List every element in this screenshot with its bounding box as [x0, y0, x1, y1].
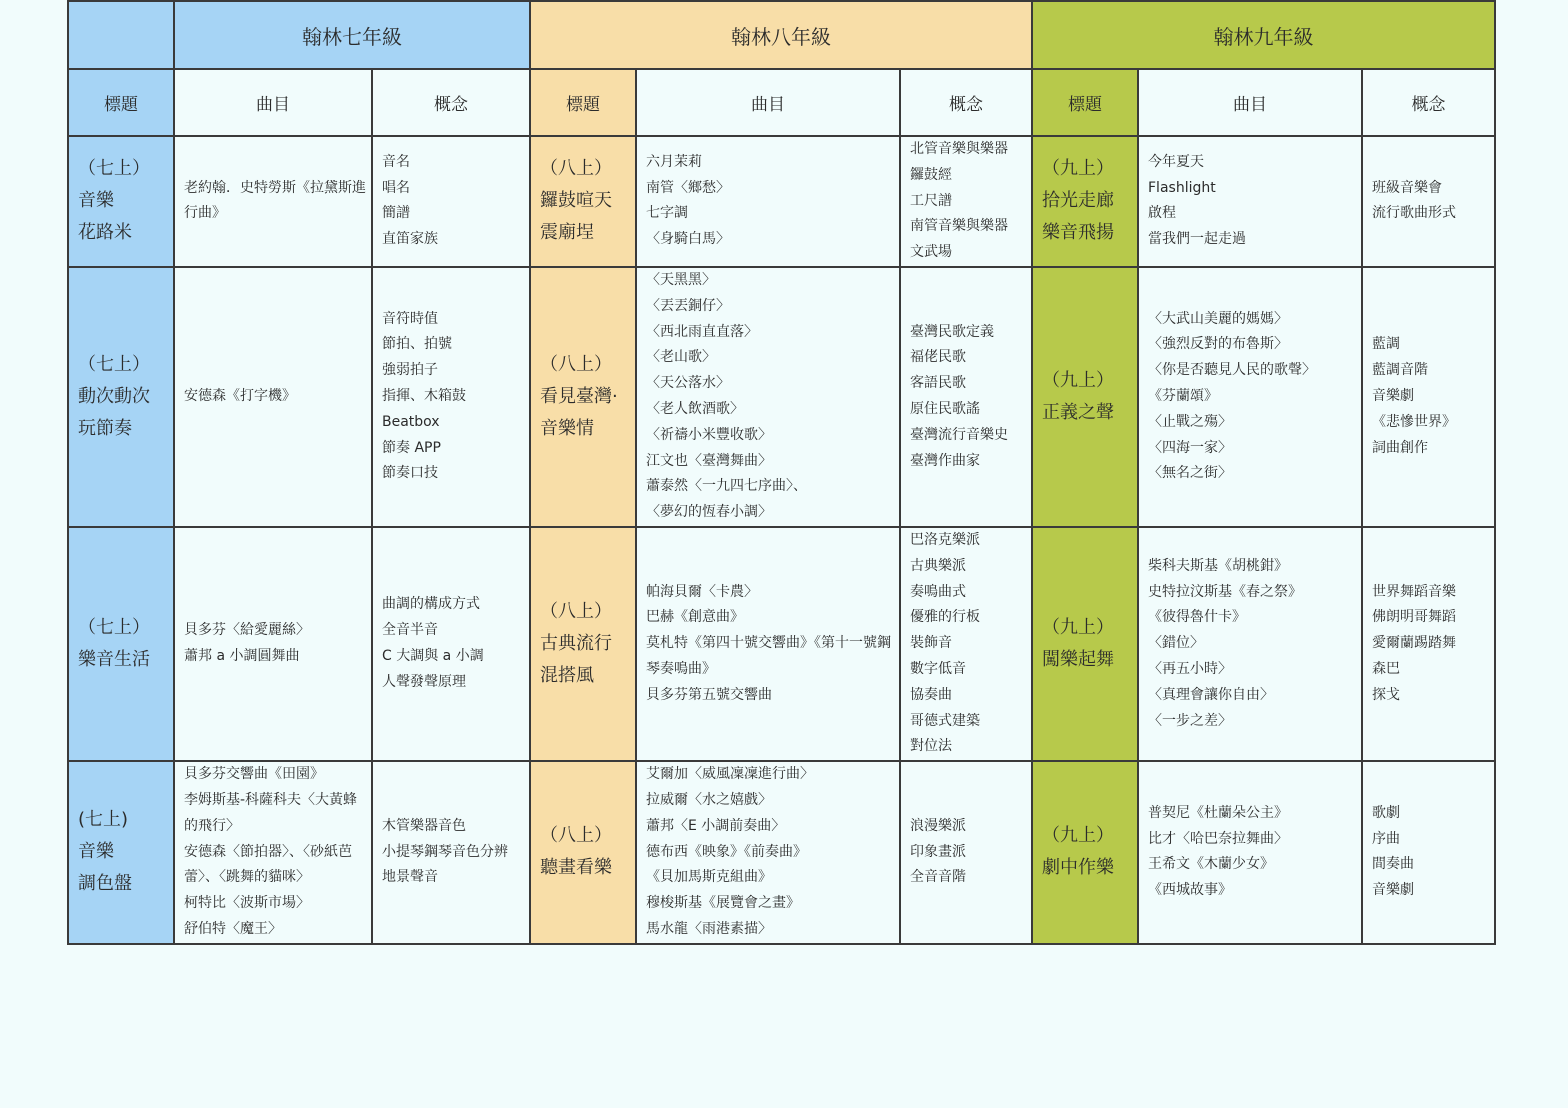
g8-concepts-cell [900, 267, 1032, 527]
list-item: 節奏口技 [382, 465, 438, 482]
g8-unit-title [530, 761, 636, 944]
grade-7-header: 翰林七年級 [174, 1, 530, 69]
list-item: 〈再五小時〉 [1148, 660, 1232, 677]
grade-9-header: 翰林九年級 [1032, 1, 1495, 69]
g8-concepts-header: 概念 [900, 69, 1032, 136]
list-item: 唱名 [382, 179, 410, 196]
unit-title-line: 古典流行 [540, 633, 612, 655]
list-item: 《悲慘世界》 [1372, 413, 1456, 430]
g9-pieces-header: 曲目 [1138, 69, 1362, 136]
list-item: 《西城故事》 [1148, 882, 1232, 899]
list-item: Beatbox [382, 413, 440, 430]
list-item: 全音半音 [382, 622, 438, 639]
list-item: 探戈 [1372, 686, 1400, 703]
unit-title-line: （八上） [540, 601, 612, 623]
list-item: 王希文《木蘭少女》 [1148, 856, 1274, 873]
unit-title-line: （八上） [540, 825, 612, 847]
g7-unit-title [68, 527, 174, 761]
g9-unit-title [1032, 761, 1138, 944]
list-item: 啟程 [1148, 205, 1176, 222]
list-item: 普契尼《杜蘭朵公主》 [1148, 804, 1288, 821]
list-item: 鑼鼓經 [910, 166, 952, 183]
g7-unit-title [68, 761, 174, 944]
unit-title-line: 樂音生活 [78, 649, 150, 671]
g8-pieces-cell [636, 527, 900, 761]
list-item: 愛爾蘭踢踏舞 [1372, 635, 1456, 652]
list-item: 當我們一起走過 [1148, 231, 1246, 248]
g9-pieces-cell [1138, 267, 1362, 527]
list-item: 〈錯位〉 [1148, 635, 1204, 652]
list-item: 小提琴鋼琴音色分辨 [382, 843, 508, 860]
list-item: 北管音樂與樂器 [910, 141, 1008, 157]
g8-unit-title [530, 267, 636, 527]
list-item: 藍調音階 [1372, 362, 1428, 379]
list-item: 南管〈鄉愁〉 [646, 179, 730, 196]
g8-unit-title [530, 136, 636, 267]
list-item: 安德森《打字機》 [184, 388, 296, 405]
list-item: 臺灣作曲家 [910, 452, 980, 469]
g7-pieces-cell [174, 136, 372, 267]
list-item: 佛朗明哥舞蹈 [1372, 609, 1456, 626]
list-item: 指揮、木箱鼓 [382, 388, 466, 405]
list-item: 地景聲音 [382, 869, 438, 886]
list-item: 優雅的行板 [910, 609, 980, 626]
unit-title-line: 震廟埕 [540, 222, 594, 244]
list-item: 〈天公落水〉 [646, 375, 730, 392]
g9-unit-title [1032, 136, 1138, 267]
list-item: 《彼得魯什卡》 [1148, 609, 1246, 626]
g7-unit-title [68, 136, 174, 267]
g8-pieces-cell [636, 761, 900, 944]
list-item: 帕海貝爾〈卡農〉 [646, 583, 758, 600]
list-item: 古典樂派 [910, 557, 966, 574]
list-item: 蕭泰然〈一九四七序曲〉、 [646, 478, 807, 495]
list-item: 節拍、拍號 [382, 336, 452, 353]
grade-header-row [68, 1, 1495, 69]
list-item: 六月茉莉 [646, 153, 702, 170]
list-item: 巴洛克樂派 [910, 531, 980, 548]
list-item: 世界舞蹈音樂 [1372, 583, 1456, 600]
g8-pieces-cell [636, 267, 900, 527]
unit-row [68, 761, 1495, 944]
list-item: 〈真理會讓你自由〉 [1148, 686, 1274, 703]
list-item: 貝多芬〈給愛麗絲〉 [184, 622, 310, 639]
list-item: 舒伯特〈魔王〉 [184, 920, 282, 937]
g7-pieces-cell [174, 761, 372, 944]
list-item: 對位法 [910, 738, 952, 755]
g9-title-header: 標題 [1032, 69, 1138, 136]
list-item: 〈止戰之殤〉 [1148, 413, 1232, 430]
unit-title-line: 動次動次 [78, 385, 150, 407]
g7-pieces-cell [174, 527, 372, 761]
list-item: 蕭邦 a 小調圓舞曲 [184, 648, 300, 665]
g8-concepts-cell [900, 527, 1032, 761]
unit-title-line: (七上) [78, 809, 129, 831]
column-header-row [68, 69, 1495, 136]
list-item: 班級音樂會 [1372, 179, 1442, 196]
unit-title-line: （九上） [1042, 617, 1114, 639]
list-item: 李姆斯基-科薩科夫〈大黃蜂的飛行〉 [184, 791, 358, 834]
g9-pieces-cell [1138, 136, 1362, 267]
g7-concepts-header: 概念 [372, 69, 530, 136]
list-item: 南管音樂與樂器 [910, 218, 1008, 235]
list-item: 〈西北雨直直落〉 [646, 323, 758, 340]
list-item: 《貝加馬斯克組曲》 [646, 869, 772, 886]
g9-unit-title [1032, 527, 1138, 761]
list-item: 貝多芬第五號交響曲 [646, 686, 772, 703]
list-item: 數字低音 [910, 660, 966, 677]
list-item: 流行歌曲形式 [1372, 205, 1456, 222]
list-item: 裝飾音 [910, 635, 952, 652]
g9-pieces-cell [1138, 761, 1362, 944]
list-item: 曲調的構成方式 [382, 596, 480, 613]
list-item: 〈祈禱小米豐收歌〉 [646, 426, 772, 443]
list-item: 音樂劇 [1372, 882, 1414, 899]
list-item: 〈你是否聽見人民的歌聲〉 [1148, 362, 1316, 379]
unit-title-line: （八上） [540, 158, 612, 180]
unit-row [68, 527, 1495, 761]
list-item: 江文也〈臺灣舞曲〉 [646, 452, 772, 469]
list-item: 福佬民歌 [910, 349, 966, 366]
list-item: Flashlight [1148, 179, 1216, 196]
list-item: 哥德式建築 [910, 712, 980, 729]
list-item: 〈大武山美麗的媽媽〉 [1148, 310, 1288, 327]
grade-8-header: 翰林八年級 [530, 1, 1032, 69]
list-item: 莫札特《第四十號交響曲》《第十一號鋼琴奏鳴曲》 [646, 635, 891, 677]
list-item: 音符時值 [382, 310, 438, 327]
list-item: 浪漫樂派 [910, 817, 966, 834]
unit-title-line: （七上） [78, 617, 150, 639]
unit-title-line: （九上） [1042, 158, 1114, 180]
list-item: 德布西《映象》《前奏曲》 [646, 843, 807, 860]
g7-title-header: 標題 [68, 69, 174, 136]
list-item: 藍調 [1372, 336, 1400, 353]
list-item: 簡譜 [382, 205, 410, 222]
list-item: 七字調 [646, 205, 688, 222]
list-item: 〈四海一家〉 [1148, 439, 1232, 456]
list-item: 〈老人飲酒歌〉 [646, 400, 744, 417]
list-item: 強弱拍子 [382, 362, 438, 379]
g7-unit-title [68, 267, 174, 527]
list-item: 原住民歌謠 [910, 400, 980, 417]
g7-pieces-cell [174, 267, 372, 527]
unit-rows [68, 136, 1495, 944]
list-item: 印象畫派 [910, 843, 966, 860]
unit-title-line: 混搭風 [540, 665, 594, 687]
g8-pieces-cell [636, 136, 900, 267]
list-item: 歌劇 [1372, 804, 1400, 821]
list-item: 〈強烈反對的布魯斯〉 [1148, 336, 1288, 353]
unit-title-line: 樂音飛揚 [1042, 222, 1114, 244]
unit-title-line: （七上） [78, 353, 150, 375]
g9-concepts-cell [1362, 136, 1495, 267]
list-item: 艾爾加〈威風凜凜進行曲〉 [646, 766, 814, 783]
list-item: 臺灣流行音樂史 [910, 426, 1008, 443]
g7-concepts-cell [372, 136, 530, 267]
list-item: 巴赫《創意曲》 [646, 609, 744, 626]
g9-concepts-header: 概念 [1362, 69, 1495, 136]
g9-concepts-cell [1362, 761, 1495, 944]
g7-concepts-cell [372, 761, 530, 944]
unit-title-line: 拾光走廊 [1042, 190, 1114, 212]
unit-title-line: 鑼鼓喧天 [540, 190, 612, 212]
unit-row [68, 267, 1495, 527]
unit-title-line: 玩節奏 [78, 417, 132, 439]
list-item: 〈天黑黑〉 [646, 271, 716, 288]
list-item: 馬水龍〈雨港素描〉 [646, 920, 772, 937]
list-item: 拉威爾〈水之嬉戲〉 [646, 791, 772, 808]
list-item: 比才〈哈巴奈拉舞曲〉 [1148, 830, 1288, 847]
list-item: 《芬蘭頌》 [1148, 388, 1218, 405]
list-item: 直笛家族 [382, 231, 438, 248]
list-item: 柯特比〈波斯市場〉 [184, 895, 310, 912]
list-item: 〈丟丟銅仔〉 [646, 297, 730, 314]
g9-unit-title [1032, 267, 1138, 527]
unit-title-line: （七上） [78, 158, 150, 180]
unit-title-line: 劇中作樂 [1042, 857, 1114, 879]
list-item: 客語民歌 [910, 375, 966, 392]
list-item: 音名 [382, 153, 410, 170]
list-item: 〈無名之街〉 [1148, 465, 1232, 482]
list-item: 詞曲創作 [1372, 439, 1428, 456]
unit-title-line: 調色盤 [78, 873, 132, 895]
unit-title-line: （九上） [1042, 825, 1114, 847]
g8-pieces-header: 曲目 [636, 69, 900, 136]
unit-title-line: 看見臺灣· [540, 385, 618, 407]
list-item: 木管樂器音色 [382, 817, 466, 834]
list-item: 文武場 [910, 244, 952, 261]
unit-title-line: 音樂情 [540, 417, 594, 439]
list-item: 老約翰．史特勞斯《拉黛斯進行曲》 [184, 179, 366, 222]
list-item: 〈夢幻的恆春小調〉 [646, 504, 772, 521]
unit-title-line: （八上） [540, 353, 612, 375]
list-item: 間奏曲 [1372, 856, 1414, 873]
unit-title-line: 闖樂起舞 [1042, 649, 1114, 671]
list-item: 節奏 APP [382, 439, 441, 456]
list-item: 史特拉汶斯基《春之祭》 [1148, 583, 1302, 600]
g8-concepts-cell [900, 761, 1032, 944]
g7-pieces-header: 曲目 [174, 69, 372, 136]
list-item: 森巴 [1372, 660, 1400, 677]
unit-title-line: 正義之聲 [1042, 401, 1114, 423]
list-item: 音樂劇 [1372, 388, 1414, 405]
unit-title-line: 花路米 [78, 222, 132, 244]
list-item: 穆梭斯基《展覽會之畫》 [646, 895, 800, 912]
list-item: 安德森〈節拍器〉、〈砂紙芭蕾〉、〈跳舞的貓咪〉 [184, 843, 352, 886]
list-item: 全音音階 [910, 869, 966, 886]
list-item: 〈一步之差〉 [1148, 712, 1232, 729]
list-item: 奏鳴曲式 [910, 583, 966, 600]
unit-title-line: 聽畫看樂 [540, 857, 612, 879]
list-item: 今年夏天 [1148, 153, 1204, 170]
list-item: 臺灣民歌定義 [910, 323, 994, 340]
g9-concepts-cell [1362, 267, 1495, 527]
list-item: 貝多芬交響曲《田園》 [184, 766, 324, 783]
unit-title-line: 音樂 [78, 841, 114, 863]
list-item: 〈身騎白馬〉 [646, 231, 730, 248]
unit-title-line: （九上） [1042, 369, 1114, 391]
g8-unit-title [530, 527, 636, 761]
g7-concepts-cell [372, 527, 530, 761]
unit-row [68, 136, 1495, 267]
g9-concepts-cell [1362, 527, 1495, 761]
list-item: 〈老山歌〉 [646, 349, 716, 366]
g8-concepts-cell [900, 136, 1032, 267]
corner-cell [68, 1, 174, 69]
list-item: 柴科夫斯基《胡桃鉗》 [1148, 557, 1288, 574]
g9-pieces-cell [1138, 527, 1362, 761]
list-item: 序曲 [1372, 830, 1400, 847]
unit-title-line: 音樂 [78, 190, 114, 212]
list-item: 工尺譜 [910, 192, 952, 209]
list-item: 協奏曲 [910, 686, 952, 703]
list-item: 人聲發聲原理 [382, 673, 466, 690]
list-item: 蕭邦〈E 小調前奏曲〉 [646, 817, 786, 834]
g8-title-header: 標題 [530, 69, 636, 136]
g7-concepts-cell [372, 267, 530, 527]
list-item: C 大調與 a 小調 [382, 648, 484, 665]
music-curriculum-table [67, 0, 1496, 945]
